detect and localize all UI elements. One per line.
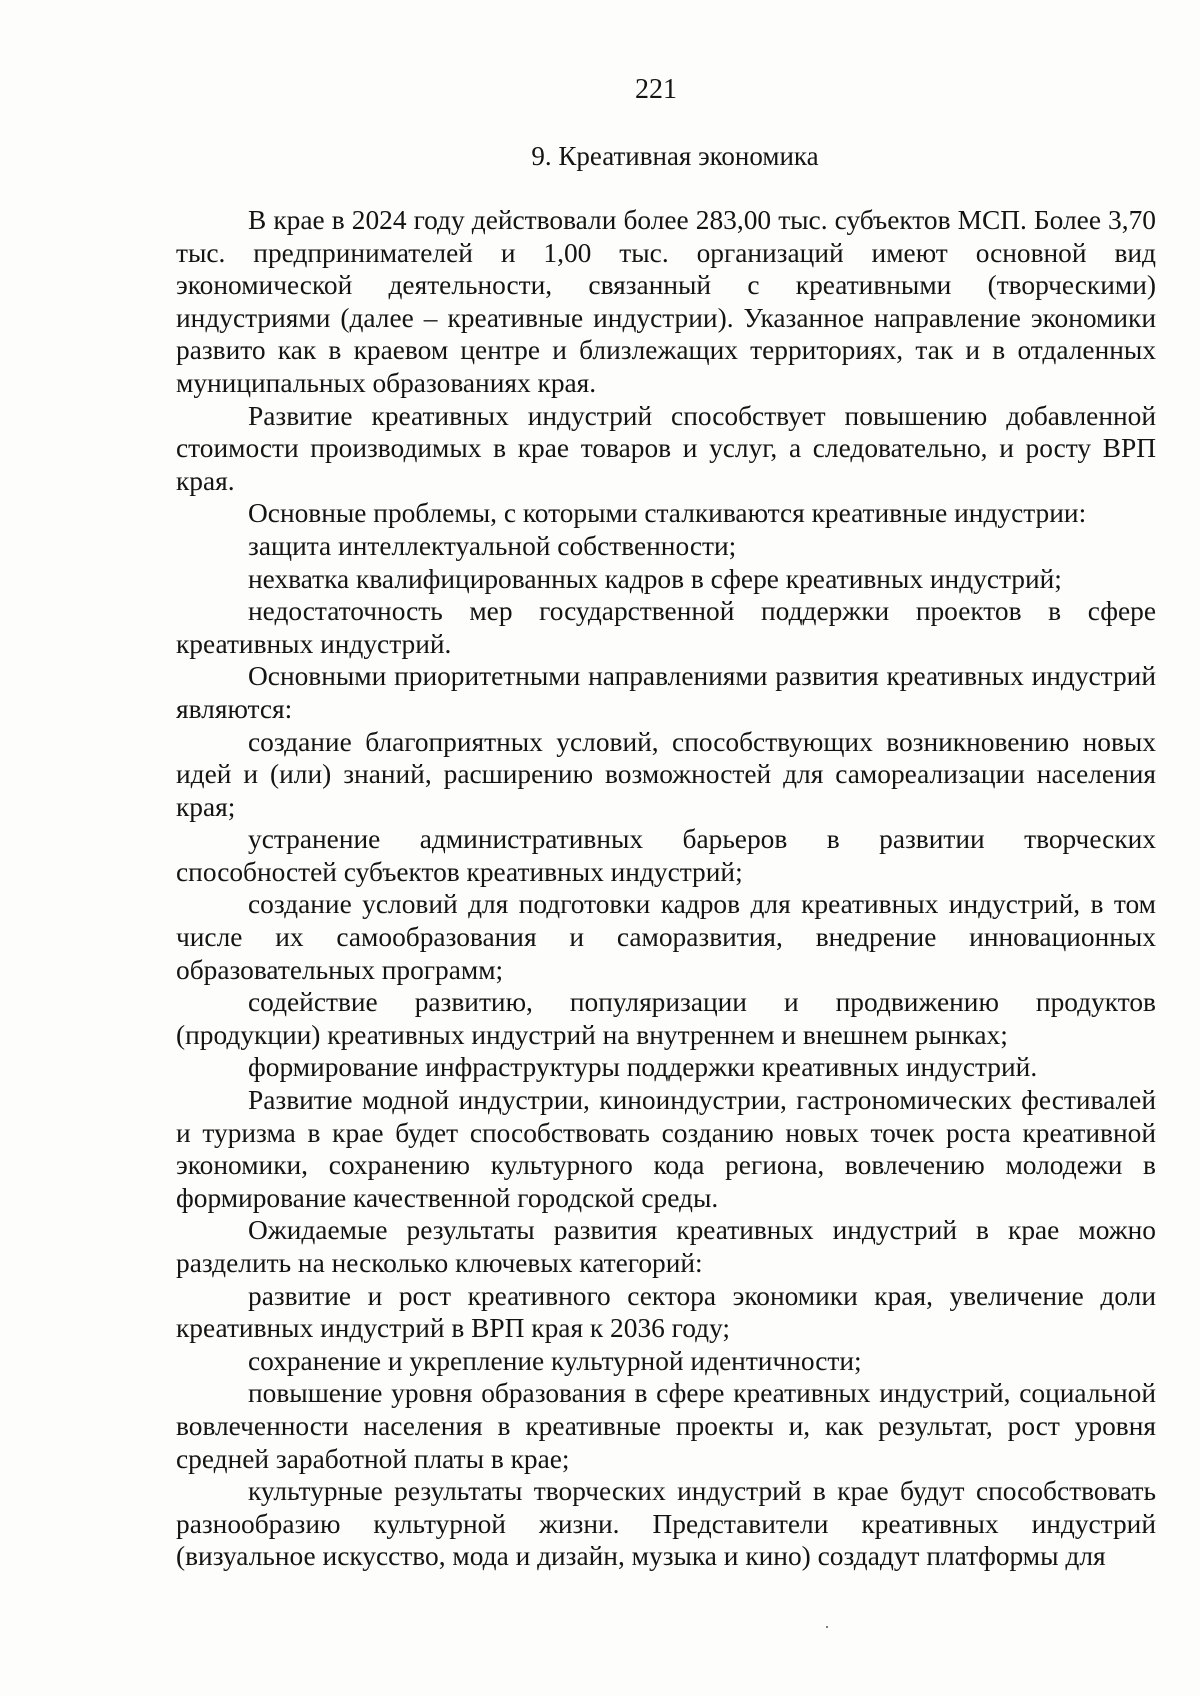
list-item: формирование инфраструктуры поддержки креативных индустрий. [248,1052,1038,1083]
scan-artifact-dot [826,1626,828,1628]
list-item: развитие и рост креативного сектора экономики края, увеличение доли креативных индустрий в ВРП края к 2036 году; [176,1280,1156,1344]
body-text [176,204,1156,1573]
list-item: создание условий для подготовки кадров для креативных индустрий, в том числе их самообразования и саморазвития, внедрение инновационных образовательных программ; [176,889,1156,985]
list-item: нехватка квалифицированных кадров в сфере креативных индустрий; [248,563,1062,594]
list-item: защита интеллектуальной собственности; [248,530,737,561]
list-item: повышение уровня образования в сфере креативных индустрий, социальной вовлеченности населения в креативные проекты и, как результат, рост уровня средней заработной платы в крае; [176,1378,1156,1474]
paragraph: В крае в 2024 году действовали более 283,00 тыс. субъектов МСП. Более 3,70 тыс. предпринимателей и 1,00 тыс. организаций имеют основной вид экономической деятельности, связанный с креативными (творческими) индустриями (далее – креативные индустрии). Указанное направление экономики развито как в краевом центре и близлежащих территориях, так и в отдаленных муниципальных образованиях края. [176,205,1156,398]
section-title: 9. Креативная экономика [531,141,819,171]
list-item: культурные результаты творческих индустрий в крае будут способствовать разнообразию культурной жизни. Представители креативных индустрий (визуальное искусство, мода и дизайн, музыка и кино) создадут платформы для [176,1476,1156,1572]
paragraph: Развитие модной индустрии, киноиндустрии, гастрономических фестивалей и туризма в крае будет способствовать созданию новых точек роста креативной экономики, сохранению культурного кода региона, вовлечению молодежи в формирование качественной городской среды. [176,1085,1156,1213]
list-item: сохранение и укрепление культурной идентичности; [248,1345,862,1376]
list-item: создание благоприятных условий, способствующих возникновению новых идей и (или) знаний, расширению возможностей для самореализации населения края; [176,726,1156,822]
paragraph: Основные проблемы, с которыми сталкиваются креативные индустрии: [248,498,1087,529]
list-item: содействие развитию, популяризации и продвижению продуктов (продукции) креативных индустрий на внутреннем и внешнем рынках; [176,987,1156,1050]
list-item: недостаточность мер государственной поддержки проектов в сфере креативных индустрий. [176,596,1156,659]
list-item: устранение административных барьеров в развитии творческих способностей субъектов креативных индустрий; [176,824,1156,887]
page-number: 221 [635,74,677,105]
paragraph: Развитие креативных индустрий способствует повышению добавленной стоимости производимых в крае товаров и услуг, а следовательно, и росту ВРП края. [176,400,1156,496]
paragraph: Основными приоритетными направлениями развития креативных индустрий являются: [176,661,1156,724]
paragraph: Ожидаемые результаты развития креативных индустрий в крае можно разделить на несколько ключевых категорий: [176,1215,1156,1278]
